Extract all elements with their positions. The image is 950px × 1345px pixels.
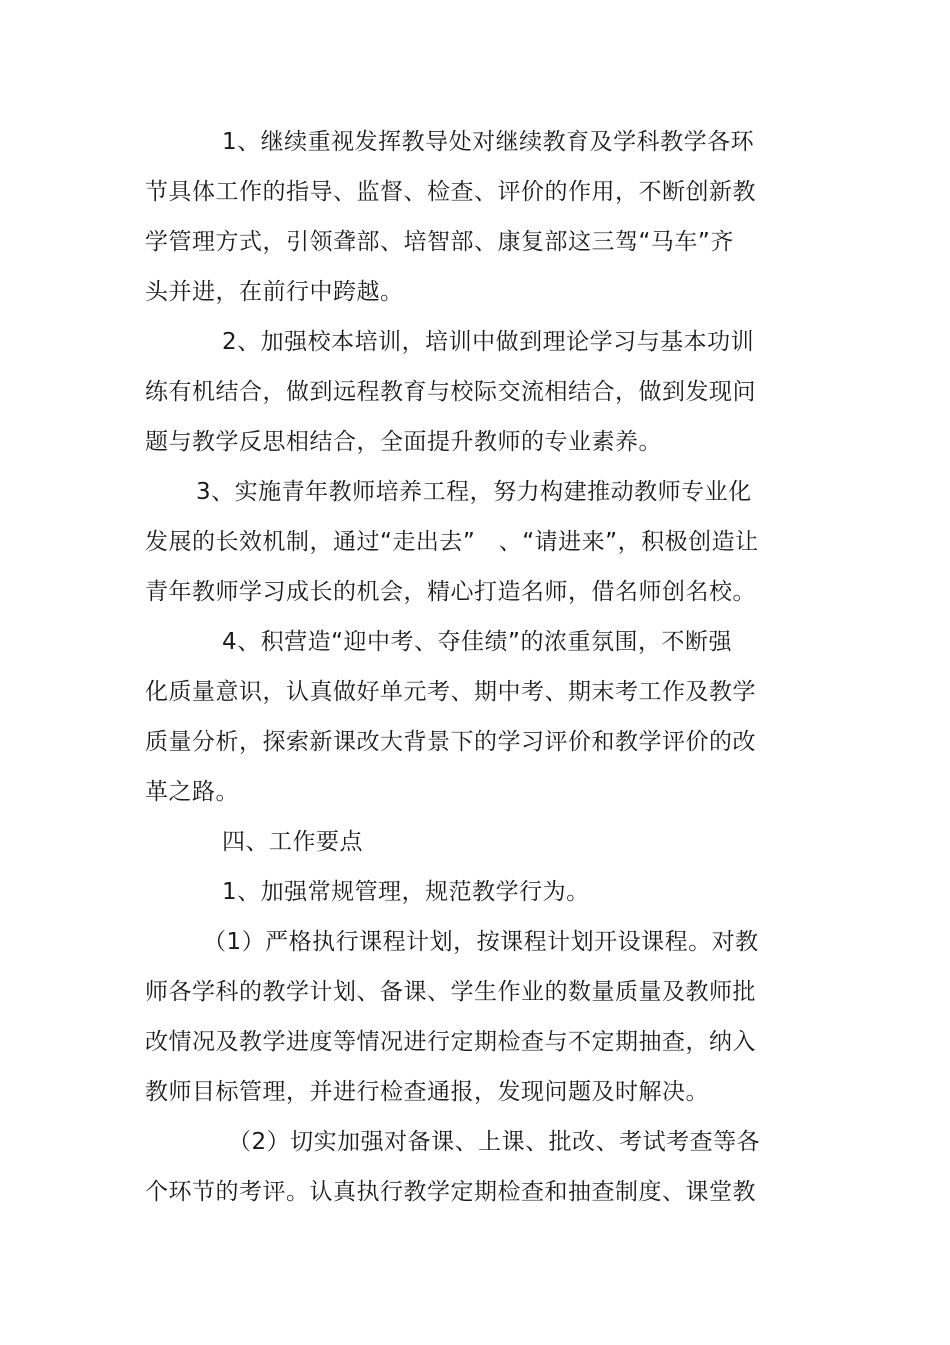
paragraph-1-line-4: 头并进，在前行中跨越。 xyxy=(145,279,404,305)
paragraph-3-line-2: 发展的长效机制，通过“走出去” 、“请进来”，积极创造让 xyxy=(145,529,759,555)
subsection-heading: 1、加强常规管理，规范教学行为。 xyxy=(222,879,590,905)
paragraph-1-line-2: 节具体工作的指导、监督、检查、评价的作用，不断创新教 xyxy=(145,179,756,205)
paragraph-4-line-3: 质量分析，探索新课改大背景下的学习评价和教学评价的改 xyxy=(145,729,756,755)
paragraph-1-line-1: 1、继续重视发挥教导处对继续教育及学科教学各环 xyxy=(222,129,755,155)
paragraph-2-line-2: 练有机结合，做到远程教育与校际交流相结合，做到发现问 xyxy=(145,379,756,405)
section-heading: 四、工作要点 xyxy=(222,829,363,855)
paragraph-4-line-2: 化质量意识，认真做好单元考、期中考、期末考工作及教学 xyxy=(145,679,756,705)
item-2-line-1: （2）切实加强对备课、上课、批改、考试考查等各 xyxy=(228,1129,761,1155)
paragraph-3-line-1: 3、实施青年教师培养工程，努力构建推动教师专业化 xyxy=(196,479,752,505)
paragraph-2-line-1: 2、加强校本培训，培训中做到理论学习与基本功训 xyxy=(222,329,755,355)
item-2-line-2: 个环节的考评。认真执行教学定期检查和抽查制度、课堂教 xyxy=(145,1179,756,1205)
paragraph-2-line-3: 题与教学反思相结合，全面提升教师的专业素养。 xyxy=(145,429,662,455)
item-1-line-2: 师各学科的教学计划、备课、学生作业的数量质量及教师批 xyxy=(145,979,756,1005)
paragraph-4-line-4: 革之路。 xyxy=(145,779,239,805)
paragraph-3-line-3: 青年教师学习成长的机会，精心打造名师，借名师创名校。 xyxy=(145,579,756,605)
paragraph-4-line-1: 4、积营造“迎中考、夺佳绩”的浓重氛围，不断强 xyxy=(222,629,732,655)
item-1-line-3: 改情况及教学进度等情况进行定期检查与不定期抽查，纳入 xyxy=(145,1029,756,1055)
item-1-line-4: 教师目标管理，并进行检查通报，发现问题及时解决。 xyxy=(145,1079,709,1105)
item-1-line-1: （1）严格执行课程计划，按课程计划开设课程。对教 xyxy=(203,929,759,955)
paragraph-1-line-3: 学管理方式，引领聋部、培智部、康复部这三驾“马车”齐 xyxy=(145,229,734,255)
